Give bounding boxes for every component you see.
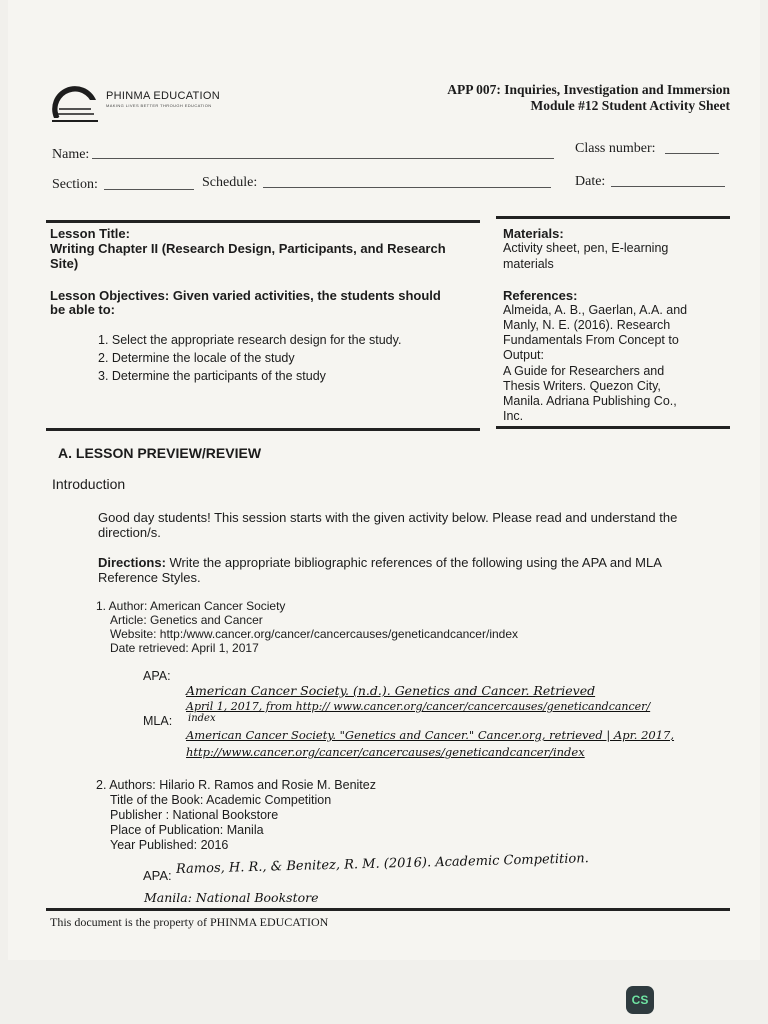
- item2-apa-label: APA:: [143, 868, 172, 883]
- item1-apa-answer-line2: April 1, 2017, from http:// www.cancer.org/cancer/cancercauses/geneticandcancer/: [186, 700, 651, 713]
- class-number-label: Class number:: [575, 141, 656, 156]
- reference-line: Output:: [503, 348, 544, 362]
- section-a-heading: A. LESSON PREVIEW/REVIEW: [58, 445, 262, 461]
- item1-line: 1. Author: American Cancer Society: [96, 599, 286, 613]
- item1-mla-answer-line1: American Cancer Society. "Genetics and Cancer." Cancer.org, retrieved | Apr. 2017,: [186, 728, 675, 742]
- brand-name: PHINMA EDUCATION: [106, 90, 220, 102]
- item2-apa-answer-line2: Manila: National Bookstore: [144, 890, 319, 905]
- footer-text: This document is the property of PHINMA EDUCATION: [50, 915, 329, 929]
- item2-line: 2. Authors: Hilario R. Ramos and Rosie M. Benitez: [96, 778, 376, 792]
- item2-line: Year Published: 2016: [110, 838, 229, 852]
- objective-item: 1. Select the appropriate research design for the study.: [98, 333, 402, 347]
- schedule-label: Schedule:: [202, 175, 258, 190]
- lesson-title-line2: Site): [50, 256, 79, 271]
- lesson-title-label: Lesson Title:: [50, 226, 130, 241]
- directions-line2: Reference Styles.: [98, 570, 201, 585]
- class-number-field[interactable]: [665, 153, 719, 154]
- item2-line: Title of the Book: Academic Competition: [110, 793, 332, 807]
- item1-mla-answer-line2: http://www.cancer.org/cancer/cancercauses/geneticandcancer/index: [186, 745, 585, 759]
- materials-top-rule: [496, 216, 730, 219]
- phinma-logo-icon: [50, 78, 100, 124]
- materials-label: Materials:: [503, 226, 564, 241]
- reference-line: Almeida, A. B., Gaerlan, A.A. and: [503, 303, 688, 317]
- course-title: APP 007: Inquiries, Investigation and Immersion: [447, 82, 730, 97]
- module-title: Module #12 Student Activity Sheet: [530, 98, 730, 113]
- lesson-objectives-line1: Lesson Objectives: Given varied activities, the students should: [50, 288, 441, 303]
- reference-line: Fundamentals From Concept to: [503, 333, 679, 347]
- footer-rule: [46, 908, 730, 911]
- introduction-label: Introduction: [52, 476, 126, 492]
- date-field[interactable]: [611, 186, 725, 187]
- objective-item: 2. Determine the locale of the study: [98, 351, 295, 365]
- directions-text: [98, 555, 662, 570]
- name-label: Name:: [52, 147, 90, 162]
- item1-apa-label: APA:: [143, 669, 171, 683]
- greeting-line1: Good day students! This session starts with the given activity below. Please read and understand the: [98, 510, 678, 525]
- objective-item: 3. Determine the participants of the study: [98, 369, 326, 383]
- lesson-top-rule: [46, 220, 480, 223]
- reference-line: Inc.: [503, 409, 524, 423]
- references-bottom-rule: [496, 426, 730, 429]
- lesson-title-line1: Writing Chapter II (Research Design, Participants, and Research: [50, 241, 446, 256]
- reference-line: A Guide for Researchers and: [503, 364, 665, 378]
- item1-apa-answer-line1: American Cancer Society. (n.d.). Genetics and Cancer. Retrieved: [186, 683, 596, 698]
- section-field[interactable]: [104, 189, 194, 190]
- greeting-line2: direction/s.: [98, 525, 161, 540]
- directions-label: Directions:: [98, 555, 166, 570]
- item1-line: Date retrieved: April 1, 2017: [110, 641, 259, 655]
- item1-line: Website: http:/www.cancer.org/cancer/cancercauses/geneticandcancer/index: [110, 627, 518, 641]
- reference-line: Manly, N. E. (2016). Research: [503, 318, 671, 332]
- item1-line: Article: Genetics and Cancer: [110, 613, 263, 627]
- camscanner-badge: CS: [626, 986, 654, 1014]
- lesson-bottom-rule: [46, 428, 480, 431]
- item2-apa-answer-line1: Ramos, H. R., & Benitez, R. M. (2016). Academic Competition.: [175, 851, 589, 877]
- date-label: Date:: [575, 174, 606, 189]
- section-label: Section:: [52, 177, 98, 192]
- reference-line: Manila. Adriana Publishing Co.,: [503, 394, 677, 408]
- directions-line1: Write the appropriate bibliographic references of the following using the APA and MLA: [165, 555, 662, 570]
- lesson-objectives-line2: be able to:: [50, 302, 116, 317]
- references-label: References:: [503, 288, 578, 303]
- materials-line2: materials: [503, 257, 554, 271]
- name-field[interactable]: [92, 158, 554, 159]
- brand-tagline: MAKING LIVES BETTER THROUGH EDUCATION: [106, 103, 212, 108]
- item2-line: Place of Publication: Manila: [110, 823, 264, 837]
- schedule-field[interactable]: [263, 187, 551, 188]
- materials-line1: Activity sheet, pen, E-learning: [503, 241, 669, 255]
- item2-line: Publisher : National Bookstore: [110, 808, 279, 822]
- reference-line: Thesis Writers. Quezon City,: [503, 379, 661, 393]
- item1-mla-label: MLA:: [143, 714, 173, 728]
- item1-apa-answer-line3: index: [188, 713, 216, 724]
